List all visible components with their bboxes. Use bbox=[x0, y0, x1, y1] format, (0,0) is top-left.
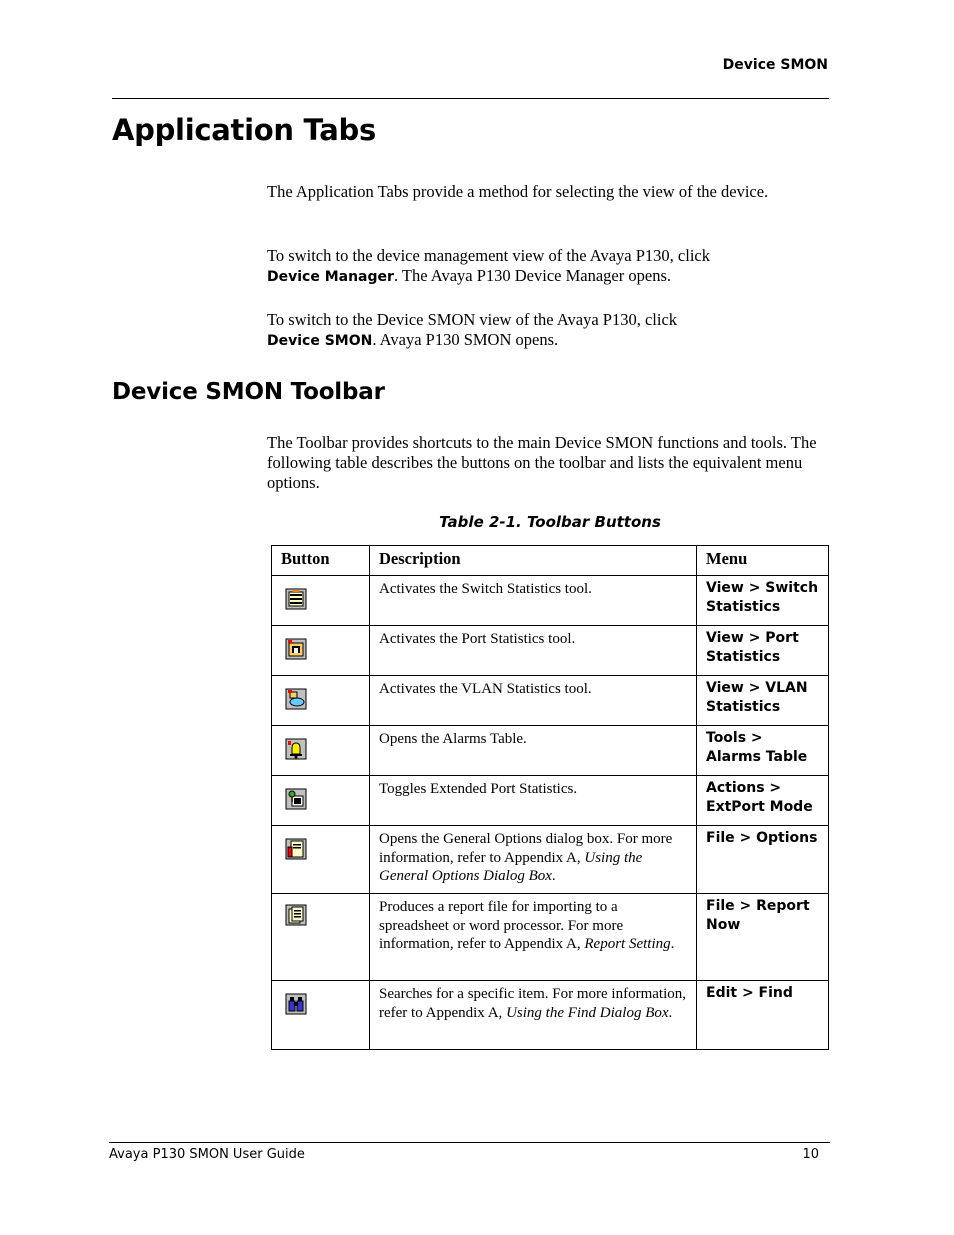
paragraph-text: . The Avaya P130 Device Manager opens. bbox=[393, 266, 671, 285]
report-icon bbox=[285, 904, 307, 926]
running-header: Device SMON bbox=[722, 57, 828, 73]
paragraph-intro bbox=[267, 182, 829, 202]
description-text: Searches for a specific item. For more information, refer to Appendix A, bbox=[379, 986, 686, 1021]
table-row bbox=[272, 826, 829, 894]
description-text: Produces a report file for importing to a spreadsheet or word processor. For more information, refer to Appendix A, bbox=[379, 899, 624, 952]
heading-device-smon-toolbar: Device SMON Toolbar bbox=[112, 379, 385, 405]
button-cell bbox=[272, 776, 370, 826]
button-cell bbox=[272, 676, 370, 726]
menu-cell bbox=[697, 894, 829, 981]
description-cell bbox=[370, 776, 697, 826]
menu-cell bbox=[697, 626, 829, 676]
ui-term-device-manager: Device Manager bbox=[267, 269, 394, 285]
description-text: Toggles Extended Port Statistics. bbox=[379, 781, 578, 797]
table-header-row bbox=[272, 546, 829, 576]
menu-path: View > Switch Statistics bbox=[706, 580, 819, 615]
description-cell bbox=[370, 826, 697, 894]
heading-application-tabs: Application Tabs bbox=[112, 113, 376, 147]
description-cell bbox=[370, 894, 697, 981]
paragraph-text: To switch to the Device SMON view of the Avaya P130, click bbox=[267, 310, 678, 329]
menu-path: File > Report Now bbox=[706, 898, 810, 933]
header-button: Button bbox=[272, 546, 370, 576]
paragraph-text: The Application Tabs provide a method for selecting the view of the device. bbox=[267, 182, 769, 201]
button-cell bbox=[272, 576, 370, 626]
table-row bbox=[272, 894, 829, 981]
description-cell bbox=[370, 676, 697, 726]
description-text: . bbox=[668, 1004, 673, 1021]
options-icon bbox=[285, 838, 307, 860]
description-text: . bbox=[551, 868, 556, 884]
port-statistics-icon bbox=[285, 638, 307, 660]
description-text: Opens the Alarms Table. bbox=[379, 731, 527, 747]
header-menu: Menu bbox=[697, 546, 829, 576]
menu-cell bbox=[697, 776, 829, 826]
find-binoculars-icon bbox=[285, 993, 307, 1015]
page-number: 10 bbox=[802, 1147, 819, 1162]
button-cell bbox=[272, 726, 370, 776]
description-cell bbox=[370, 726, 697, 776]
header-description: Description bbox=[370, 546, 697, 576]
menu-path: Actions > ExtPort Mode bbox=[706, 780, 813, 815]
paragraph-text: To switch to the device management view of the Avaya P130, click bbox=[267, 246, 710, 265]
header-rule bbox=[112, 98, 829, 99]
menu-path: File > Options bbox=[706, 830, 818, 846]
table-row bbox=[272, 626, 829, 676]
button-cell bbox=[272, 826, 370, 894]
vlan-statistics-icon bbox=[285, 688, 307, 710]
toolbar-buttons-table bbox=[271, 545, 829, 1050]
button-cell bbox=[272, 894, 370, 981]
menu-path: Tools > Alarms Table bbox=[706, 730, 808, 765]
description-cell bbox=[370, 626, 697, 676]
menu-cell bbox=[697, 676, 829, 726]
footer-rule bbox=[109, 1142, 830, 1143]
description-reference: Using the Find Dialog Box bbox=[506, 1004, 669, 1021]
ui-term-device-smon: Device SMON bbox=[267, 333, 373, 349]
description-text: Activates the VLAN Statistics tool. bbox=[379, 681, 592, 697]
menu-cell bbox=[697, 981, 829, 1050]
description-text: Activates the Switch Statistics tool. bbox=[379, 581, 592, 597]
button-cell bbox=[272, 626, 370, 676]
switch-statistics-icon bbox=[285, 588, 307, 610]
table-caption: Table 2-1. Toolbar Buttons bbox=[439, 513, 661, 531]
table-row bbox=[272, 576, 829, 626]
menu-path: View > Port Statistics bbox=[706, 630, 799, 665]
table-row bbox=[272, 726, 829, 776]
paragraph-toolbar: The Toolbar provides shortcuts to the main Device SMON functions and tools. The following table describes the buttons on the toolbar and lists the equivalent menu options. bbox=[267, 433, 817, 492]
table-row bbox=[272, 981, 829, 1050]
menu-path: Edit > Find bbox=[706, 985, 793, 1001]
menu-cell bbox=[697, 576, 829, 626]
paragraph-device-smon bbox=[267, 310, 829, 351]
footer-title: Avaya P130 SMON User Guide bbox=[109, 1147, 305, 1162]
description-reference: Report Setting bbox=[584, 936, 671, 952]
description-reference: Using the General Options Dialog Box bbox=[379, 849, 643, 884]
menu-cell bbox=[697, 826, 829, 894]
description-cell bbox=[370, 981, 697, 1050]
table-row bbox=[272, 776, 829, 826]
paragraph-device-manager bbox=[267, 246, 829, 287]
description-cell bbox=[370, 576, 697, 626]
description-text: Opens the General Options dialog box. For more information, refer to Appendix A, bbox=[379, 831, 673, 866]
description-text: Activates the Port Statistics tool. bbox=[379, 631, 576, 647]
alarms-bell-icon bbox=[285, 738, 307, 760]
description-text: . bbox=[670, 936, 675, 952]
menu-cell bbox=[697, 726, 829, 776]
paragraph-text: . Avaya P130 SMON opens. bbox=[372, 330, 559, 349]
button-cell bbox=[272, 981, 370, 1050]
table-row bbox=[272, 676, 829, 726]
menu-path: View > VLAN Statistics bbox=[706, 680, 808, 715]
extended-port-icon bbox=[285, 788, 307, 810]
